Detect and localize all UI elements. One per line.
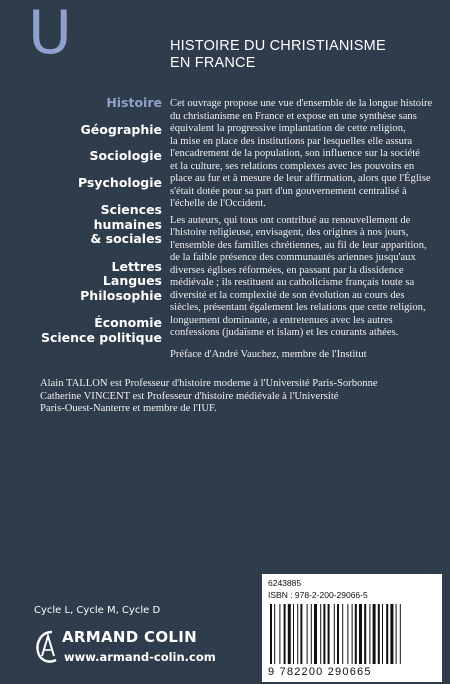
description-line: s'était dotée pour sa part d'un gouvernement centralisé à	[170, 185, 407, 197]
description-line: équivalent la progressive implantation de cette religion,	[170, 123, 406, 134]
discipline-sociologie: Sociologie	[89, 148, 162, 163]
description-line: l'histoire religieuse, envisagent, des origines à nos jours,	[170, 227, 409, 238]
description-line: de la faible présence des communautés ariennes jusqu'aux	[170, 252, 416, 263]
description-paragraph-2	[170, 215, 442, 340]
book-title-line-1: HISTOIRE DU CHRISTIANISME	[170, 38, 386, 54]
description-line: place au fur et à mesure de leur affirmation, alors que l'Église	[170, 173, 431, 184]
product-code: 6243885	[268, 578, 302, 588]
cycle-label: Cycle L, Cycle M, Cycle D	[34, 605, 161, 616]
description-line: Cet ouvrage propose une vue d'ensemble de la longue histoire	[170, 98, 433, 109]
discipline-lettres-line-1: Lettres	[111, 258, 162, 274]
barcode-icon	[270, 604, 434, 664]
isbn-number: ISBN : 978-2-200-29066-5	[268, 590, 368, 600]
preface-credit: Préface d'André Vauchez, membre de l'Institut	[170, 349, 367, 360]
description-line: diversité et la complexité de son évolution au cours des	[170, 289, 405, 301]
armand-colin-logo-icon	[34, 626, 62, 666]
discipline-sciences-line-2: humaines	[93, 216, 162, 232]
discipline-economie-line-2: Science politique	[40, 329, 162, 345]
description-line: l'encadrement de la population, son influence sur la société	[170, 148, 420, 159]
description-line: confessions (judaïsme et islam) et les courants athées.	[170, 327, 399, 338]
description-line: Les auteurs, qui tous ont contribué au renouvellement de	[170, 214, 411, 226]
author-bios	[40, 378, 440, 416]
discipline-lettres-line-3: Philosophie	[80, 287, 162, 303]
author-line: Catherine VINCENT est Professeur d'histoire médiévale à l'Université	[40, 390, 339, 402]
discipline-lettres-line-2: Langues	[102, 273, 162, 288]
discipline-geographie: Géographie	[80, 121, 162, 137]
series-logo: U	[28, 0, 72, 68]
discipline-histoire: Histoire	[106, 95, 162, 110]
description-line: la mise en place des institutions par lesquelles elle assura	[170, 135, 413, 147]
discipline-psychologie: Psychologie	[77, 174, 162, 190]
discipline-list	[22, 96, 162, 345]
discipline-economie-line-1: Économie	[94, 315, 162, 330]
publisher-block	[34, 624, 234, 674]
discipline-sciences-line-1: Sciences	[100, 202, 162, 217]
description-line: et la culture, ses relations complexes avec les pouvoirs en	[170, 160, 415, 172]
book-title-line-2: EN FRANCE	[170, 55, 256, 71]
description-line: siècles, présentant également les relations que cette religion,	[170, 302, 426, 313]
description-line: du christianisme en France et expose en une synthèse sans	[170, 110, 417, 122]
description-line: médiévale ; ils restituent au catholicisme français toute sa	[170, 277, 415, 288]
author-line: Alain TALLON est Professeur d'histoire moderne à l'Université Paris-Sorbonne	[40, 378, 378, 389]
ean-number: 9 782200 290665	[268, 666, 372, 678]
author-line: Paris-Ouest-Nanterre et membre de l'IUF.	[40, 403, 217, 414]
description-line: l'ensemble des familles chrétiennes, au fil de leur apparition,	[170, 239, 427, 251]
discipline-sciences-line-3: & sociales	[90, 231, 162, 246]
description-paragraph-1	[170, 98, 442, 211]
book-description	[170, 98, 442, 344]
description-line: l'échelle de l'Occident.	[170, 198, 266, 209]
barcode-panel	[262, 574, 442, 682]
description-line: longuement dominante, a entretenues avec les autres	[170, 314, 393, 326]
book-title	[170, 38, 440, 72]
publisher-url[interactable]: www.armand-colin.com	[64, 650, 216, 664]
description-line: diverses églises réformées, en passant par la dissidence	[170, 264, 404, 276]
publisher-name: ARMAND COLIN	[62, 628, 197, 646]
